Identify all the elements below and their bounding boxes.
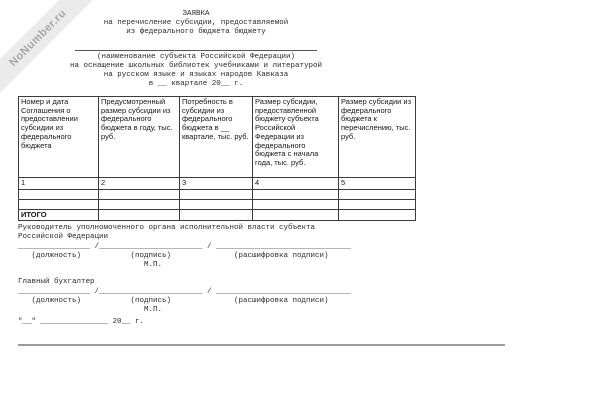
- doc-subtitle-line: из федерального бюджета бюджету: [126, 28, 266, 36]
- table-header-row: [19, 97, 416, 178]
- signature-fill-line: ________________ /_______________________ / ______________________________: [18, 288, 352, 296]
- purpose-line: на русском языке и языках народов Кавказа: [103, 71, 289, 79]
- column-number-cell: 5: [339, 178, 416, 190]
- table-row: [19, 190, 416, 200]
- subsidy-table: [18, 96, 416, 221]
- table-header-cell: Потребность в субсидии из федерального бюджета в __ квартале, тыс. руб.: [180, 97, 253, 178]
- date-fill-line: "__" _______________ 20__ г.: [18, 318, 145, 326]
- table-header-cell: Размер субсидии, предоставленной бюджету субъекта Российской Федерации из федерального бюджета с начала года, тыс. руб.: [253, 97, 339, 178]
- signatory-title-line: Руководитель уполномоченного органа исполнительной власти субъекта: [18, 224, 316, 232]
- empty-cell: [253, 200, 339, 210]
- signature-field-labels: (должность) (подпись) (расшифровка подписи): [18, 297, 329, 305]
- table-row: [19, 200, 416, 210]
- column-number-cell: 4: [253, 178, 339, 190]
- total-label-cell: ИТОГО: [19, 210, 99, 221]
- table-header-cell: Размер субсидии из федерального бюджета к перечислению, тыс. руб.: [339, 97, 416, 178]
- empty-cell: [339, 210, 416, 221]
- empty-cell: [99, 210, 180, 221]
- signature-block-head: [18, 224, 351, 270]
- column-number-cell: 2: [99, 178, 180, 190]
- empty-cell: [253, 190, 339, 200]
- signatory-title-line: Главный бухгалтер: [18, 278, 95, 286]
- total-row: [19, 210, 416, 221]
- signature-field-labels: (должность) (подпись) (расшифровка подписи): [18, 252, 329, 260]
- empty-cell: [180, 190, 253, 200]
- signature-fill-line: ________________ /_______________________ / ______________________________: [18, 243, 352, 251]
- doc-subtitle-line: на перечисление субсидии, предоставляемой: [103, 19, 289, 27]
- empty-cell: [180, 210, 253, 221]
- table-header-cell: Номер и дата Соглашения о предоставлении субсидии из федерального бюджета: [19, 97, 99, 178]
- empty-cell: [339, 190, 416, 200]
- empty-cell: [99, 190, 180, 200]
- column-number-cell: 3: [180, 178, 253, 190]
- document-header: [0, 10, 392, 89]
- column-number-row: [19, 178, 416, 190]
- seal-mark: М.П.: [18, 261, 163, 269]
- signature-block-accountant: [18, 278, 351, 315]
- signatory-title-line: Российской Федерации: [18, 233, 109, 241]
- period-line: в __ квартале 20__ г.: [148, 80, 244, 88]
- empty-cell: [180, 200, 253, 210]
- subject-name-blank-line: [75, 50, 317, 51]
- doc-title: ЗАЯВКА: [182, 10, 210, 18]
- empty-cell: [339, 200, 416, 210]
- watermark-text: NoNumber.ru: [7, 7, 69, 69]
- seal-mark: М.П.: [18, 306, 163, 314]
- purpose-line: на оснащение школьных библиотек учебниками и литературой: [69, 62, 323, 70]
- empty-cell: [19, 190, 99, 200]
- empty-cell: [253, 210, 339, 221]
- table-header-cell: Предусмотренный размер субсидии из федерального бюджета в году, тыс. руб.: [99, 97, 180, 178]
- empty-cell: [19, 200, 99, 210]
- subject-label: (наименование субъекта Российской Федерации): [96, 53, 296, 61]
- empty-cell: [99, 200, 180, 210]
- column-number-cell: 1: [19, 178, 99, 190]
- bottom-divider: [18, 344, 505, 346]
